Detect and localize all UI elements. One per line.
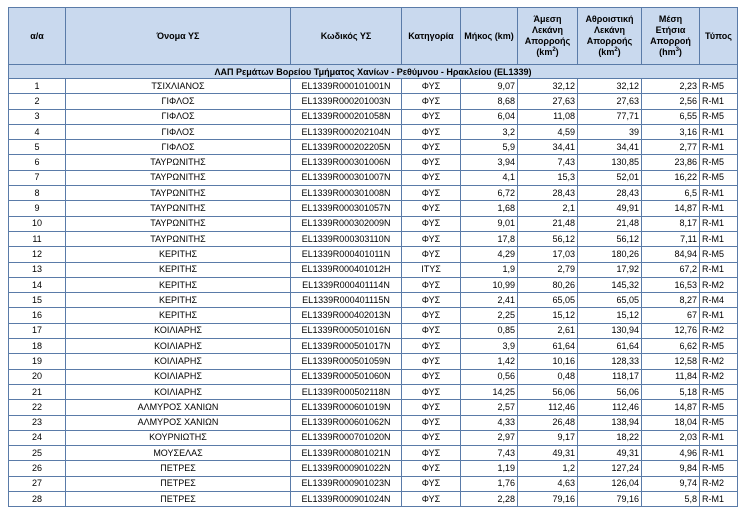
header-code: Κωδικός ΥΣ: [291, 8, 402, 65]
cell-direct-basin: 61,64: [518, 339, 578, 354]
cell-cumulative-basin: 128,33: [578, 354, 642, 369]
cell-cumulative-basin: 118,17: [578, 369, 642, 384]
cell-type: R-M1: [700, 262, 738, 277]
cell-name: ΚΕΡΙΤΗΣ: [66, 277, 291, 292]
table-row: [9, 415, 738, 430]
cell-category: ΦΥΣ: [402, 201, 461, 216]
cell-aa: 14: [9, 277, 66, 292]
cell-category: ΦΥΣ: [402, 369, 461, 384]
cell-mean-runoff: 9,74: [642, 476, 700, 491]
cell-aa: 11: [9, 231, 66, 246]
cell-code: EL1339R000901022N: [291, 461, 402, 476]
cell-code: EL1339R000401115N: [291, 293, 402, 308]
cell-code: EL1339R000401012H: [291, 262, 402, 277]
cell-length: 2,97: [461, 430, 518, 445]
table-row: [9, 247, 738, 262]
cell-code: EL1339R000302009N: [291, 216, 402, 231]
cell-name: ΚΕΡΙΤΗΣ: [66, 262, 291, 277]
cell-aa: 9: [9, 201, 66, 216]
cell-cumulative-basin: 180,26: [578, 247, 642, 262]
cell-category: ΦΥΣ: [402, 384, 461, 399]
cell-length: 10,99: [461, 277, 518, 292]
cell-aa: 6: [9, 155, 66, 170]
cell-category: ΦΥΣ: [402, 277, 461, 292]
cell-mean-runoff: 67,2: [642, 262, 700, 277]
cell-type: R-M5: [700, 400, 738, 415]
cell-code: EL1339R000502118N: [291, 384, 402, 399]
cell-category: ΦΥΣ: [402, 492, 461, 507]
cell-code: EL1339R000303110N: [291, 231, 402, 246]
cell-length: 6,04: [461, 109, 518, 124]
table-row: [9, 400, 738, 415]
cell-direct-basin: 9,17: [518, 430, 578, 445]
header-category: Κατηγορία: [402, 8, 461, 65]
cell-name: ΜΟΥΣΕΛΑΣ: [66, 446, 291, 461]
cell-cumulative-basin: 56,12: [578, 231, 642, 246]
header-length: Μήκος (km): [461, 8, 518, 65]
cell-name: ΚΕΡΙΤΗΣ: [66, 293, 291, 308]
cell-direct-basin: 56,06: [518, 384, 578, 399]
cell-length: 0,85: [461, 323, 518, 338]
cell-direct-basin: 112,46: [518, 400, 578, 415]
cell-category: ΦΥΣ: [402, 400, 461, 415]
cell-cumulative-basin: 138,94: [578, 415, 642, 430]
cell-length: 8,68: [461, 94, 518, 109]
cell-code: EL1339R000501017N: [291, 339, 402, 354]
cell-length: 3,2: [461, 124, 518, 139]
group-title: ΛΑΠ Ρεμάτων Βορείου Τμήματος Χανίων - Ρεθύμνου - Ηρακλείου (EL1339): [9, 65, 738, 79]
cell-name: ΠΕΤΡΕΣ: [66, 492, 291, 507]
cell-mean-runoff: 6,62: [642, 339, 700, 354]
cell-type: R-M1: [700, 430, 738, 445]
cell-cumulative-basin: 77,71: [578, 109, 642, 124]
cell-length: 2,28: [461, 492, 518, 507]
cell-cumulative-basin: 15,12: [578, 308, 642, 323]
cell-cumulative-basin: 27,63: [578, 94, 642, 109]
cell-aa: 8: [9, 186, 66, 201]
cell-mean-runoff: 14,87: [642, 201, 700, 216]
cell-length: 4,33: [461, 415, 518, 430]
cell-type: R-M2: [700, 354, 738, 369]
cell-name: ΤΑΥΡΩΝΙΤΗΣ: [66, 155, 291, 170]
table-row: [9, 476, 738, 491]
cell-direct-basin: 27,63: [518, 94, 578, 109]
cell-name: ΚΟΙΛΙΑΡΗΣ: [66, 339, 291, 354]
cell-direct-basin: 65,05: [518, 293, 578, 308]
cell-name: ΓΙΦΛΟΣ: [66, 94, 291, 109]
cell-type: R-M1: [700, 140, 738, 155]
table-row: [9, 79, 738, 94]
cell-cumulative-basin: 130,85: [578, 155, 642, 170]
cell-category: ΦΥΣ: [402, 216, 461, 231]
table-row: [9, 339, 738, 354]
cell-code: EL1339R000901024N: [291, 492, 402, 507]
table-row: [9, 354, 738, 369]
cell-length: 17,8: [461, 231, 518, 246]
water-bodies-table-container: [8, 7, 738, 507]
cell-aa: 18: [9, 339, 66, 354]
cell-cumulative-basin: 130,94: [578, 323, 642, 338]
cell-length: 1,19: [461, 461, 518, 476]
cell-name: ΤΑΥΡΩΝΙΤΗΣ: [66, 216, 291, 231]
cell-mean-runoff: 16,22: [642, 170, 700, 185]
cell-name: ΚΟΥΡΝΙΩΤΗΣ: [66, 430, 291, 445]
cell-cumulative-basin: 112,46: [578, 400, 642, 415]
cell-cumulative-basin: 21,48: [578, 216, 642, 231]
cell-direct-basin: 80,26: [518, 277, 578, 292]
cell-mean-runoff: 2,03: [642, 430, 700, 445]
cell-direct-basin: 2,1: [518, 201, 578, 216]
header-name: Όνομα ΥΣ: [66, 8, 291, 65]
cell-length: 1,76: [461, 476, 518, 491]
cell-category: ΦΥΣ: [402, 94, 461, 109]
cell-direct-basin: 79,16: [518, 492, 578, 507]
cell-mean-runoff: 5,8: [642, 492, 700, 507]
header-row: [9, 8, 738, 65]
cell-category: ΦΥΣ: [402, 247, 461, 262]
cell-length: 2,25: [461, 308, 518, 323]
cell-category: ΦΥΣ: [402, 155, 461, 170]
cell-length: 1,42: [461, 354, 518, 369]
cell-direct-basin: 11,08: [518, 109, 578, 124]
cell-name: ΓΙΦΛΟΣ: [66, 124, 291, 139]
cell-mean-runoff: 8,27: [642, 293, 700, 308]
header-type: Τύπος: [700, 8, 738, 65]
cell-code: EL1339R000401114N: [291, 277, 402, 292]
cell-type: R-M2: [700, 369, 738, 384]
cell-direct-basin: 4,63: [518, 476, 578, 491]
cell-aa: 5: [9, 140, 66, 155]
cell-cumulative-basin: 61,64: [578, 339, 642, 354]
cell-mean-runoff: 2,23: [642, 79, 700, 94]
cell-mean-runoff: 6,55: [642, 109, 700, 124]
cell-name: ΚΕΡΙΤΗΣ: [66, 308, 291, 323]
table-row: [9, 140, 738, 155]
table-row: [9, 94, 738, 109]
cell-code: EL1339R000402013N: [291, 308, 402, 323]
cell-aa: 13: [9, 262, 66, 277]
cell-type: R-M5: [700, 415, 738, 430]
cell-category: ΦΥΣ: [402, 461, 461, 476]
cell-name: ΚΟΙΛΙΑΡΗΣ: [66, 369, 291, 384]
cell-aa: 25: [9, 446, 66, 461]
cell-name: ΑΛΜΥΡΟΣ ΧΑΝΙΩΝ: [66, 415, 291, 430]
cell-direct-basin: 32,12: [518, 79, 578, 94]
cell-category: ΙΤΥΣ: [402, 262, 461, 277]
cell-direct-basin: 7,43: [518, 155, 578, 170]
water-bodies-table: [8, 7, 738, 507]
cell-direct-basin: 10,16: [518, 354, 578, 369]
cell-cumulative-basin: 126,04: [578, 476, 642, 491]
cell-code: EL1339R000501059N: [291, 354, 402, 369]
cell-cumulative-basin: 32,12: [578, 79, 642, 94]
cell-aa: 27: [9, 476, 66, 491]
cell-length: 9,01: [461, 216, 518, 231]
cell-direct-basin: 49,31: [518, 446, 578, 461]
cell-cumulative-basin: 49,91: [578, 201, 642, 216]
cell-type: R-M5: [700, 384, 738, 399]
cell-type: R-M2: [700, 476, 738, 491]
table-row: [9, 492, 738, 507]
cell-name: ΚΟΙΛΙΑΡΗΣ: [66, 354, 291, 369]
cell-type: R-M5: [700, 79, 738, 94]
cell-type: R-M1: [700, 308, 738, 323]
table-row: [9, 124, 738, 139]
cell-code: EL1339R000202205N: [291, 140, 402, 155]
cell-direct-basin: 2,61: [518, 323, 578, 338]
cell-cumulative-basin: 79,16: [578, 492, 642, 507]
cell-cumulative-basin: 28,43: [578, 186, 642, 201]
cell-mean-runoff: 67: [642, 308, 700, 323]
cell-aa: 28: [9, 492, 66, 507]
cell-direct-basin: 15,3: [518, 170, 578, 185]
cell-mean-runoff: 8,17: [642, 216, 700, 231]
cell-type: R-M5: [700, 170, 738, 185]
cell-aa: 24: [9, 430, 66, 445]
cell-length: 2,57: [461, 400, 518, 415]
cell-mean-runoff: 12,58: [642, 354, 700, 369]
cell-type: R-M5: [700, 461, 738, 476]
cell-category: ΦΥΣ: [402, 354, 461, 369]
cell-mean-runoff: 2,77: [642, 140, 700, 155]
cell-cumulative-basin: 49,31: [578, 446, 642, 461]
table-row: [9, 430, 738, 445]
cell-mean-runoff: 12,76: [642, 323, 700, 338]
cell-cumulative-basin: 39: [578, 124, 642, 139]
header-cumulative-basin: Αθροιστική Λεκάνη Απορροής $(km^2)$: [578, 8, 642, 65]
cell-mean-runoff: 84,94: [642, 247, 700, 262]
cell-aa: 7: [9, 170, 66, 185]
cell-code: EL1339R000301057N: [291, 201, 402, 216]
cell-direct-basin: 1,2: [518, 461, 578, 476]
cell-mean-runoff: 6,5: [642, 186, 700, 201]
table-row: [9, 109, 738, 124]
cell-code: EL1339R000901023N: [291, 476, 402, 491]
cell-category: ΦΥΣ: [402, 124, 461, 139]
cell-name: ΓΙΦΛΟΣ: [66, 109, 291, 124]
cell-aa: 19: [9, 354, 66, 369]
cell-cumulative-basin: 17,92: [578, 262, 642, 277]
table-row: [9, 170, 738, 185]
cell-type: R-M5: [700, 339, 738, 354]
cell-code: EL1339R000201058N: [291, 109, 402, 124]
cell-mean-runoff: 2,56: [642, 94, 700, 109]
cell-type: R-M1: [700, 216, 738, 231]
cell-aa: 16: [9, 308, 66, 323]
cell-name: ΠΕΤΡΕΣ: [66, 461, 291, 476]
cell-direct-basin: 21,48: [518, 216, 578, 231]
cell-aa: 17: [9, 323, 66, 338]
cell-aa: 10: [9, 216, 66, 231]
cell-mean-runoff: 3,16: [642, 124, 700, 139]
cell-aa: 2: [9, 94, 66, 109]
table-row: [9, 308, 738, 323]
cell-mean-runoff: 16,53: [642, 277, 700, 292]
cell-mean-runoff: 14,87: [642, 400, 700, 415]
cell-direct-basin: 0,48: [518, 369, 578, 384]
cell-aa: 23: [9, 415, 66, 430]
table-row: [9, 461, 738, 476]
cell-name: ΑΛΜΥΡΟΣ ΧΑΝΙΩΝ: [66, 400, 291, 415]
cell-code: EL1339R000101001N: [291, 79, 402, 94]
cell-direct-basin: 34,41: [518, 140, 578, 155]
cell-aa: 4: [9, 124, 66, 139]
cell-cumulative-basin: 145,32: [578, 277, 642, 292]
cell-direct-basin: 2,79: [518, 262, 578, 277]
cell-cumulative-basin: 52,01: [578, 170, 642, 185]
cell-aa: 15: [9, 293, 66, 308]
table-row: [9, 262, 738, 277]
cell-category: ΦΥΣ: [402, 339, 461, 354]
cell-category: ΦΥΣ: [402, 415, 461, 430]
cell-aa: 26: [9, 461, 66, 476]
cell-cumulative-basin: 127,24: [578, 461, 642, 476]
cell-category: ΦΥΣ: [402, 293, 461, 308]
cell-name: ΤΑΥΡΩΝΙΤΗΣ: [66, 201, 291, 216]
table-row: [9, 446, 738, 461]
table-row: [9, 216, 738, 231]
cell-name: ΚΕΡΙΤΗΣ: [66, 247, 291, 262]
cell-category: ΦΥΣ: [402, 140, 461, 155]
cell-name: ΠΕΤΡΕΣ: [66, 476, 291, 491]
cell-code: EL1339R000601062N: [291, 415, 402, 430]
cell-code: EL1339R000202104N: [291, 124, 402, 139]
cell-direct-basin: 26,48: [518, 415, 578, 430]
cell-category: ΦΥΣ: [402, 476, 461, 491]
cell-category: ΦΥΣ: [402, 170, 461, 185]
table-row: [9, 155, 738, 170]
table-row: [9, 277, 738, 292]
cell-type: R-M1: [700, 492, 738, 507]
cell-category: ΦΥΣ: [402, 231, 461, 246]
cell-mean-runoff: 9,84: [642, 461, 700, 476]
cell-code: EL1339R000801021N: [291, 446, 402, 461]
cell-type: R-M5: [700, 247, 738, 262]
cell-name: ΤΣΙΧΛΙΑΝΟΣ: [66, 79, 291, 94]
cell-type: R-M1: [700, 124, 738, 139]
cell-type: R-M1: [700, 186, 738, 201]
cell-aa: 22: [9, 400, 66, 415]
cell-direct-basin: 17,03: [518, 247, 578, 262]
cell-cumulative-basin: 34,41: [578, 140, 642, 155]
cell-length: 0,56: [461, 369, 518, 384]
cell-type: R-M4: [700, 293, 738, 308]
cell-mean-runoff: 7,11: [642, 231, 700, 246]
cell-mean-runoff: 11,84: [642, 369, 700, 384]
cell-direct-basin: 15,12: [518, 308, 578, 323]
cell-mean-runoff: 18,04: [642, 415, 700, 430]
cell-cumulative-basin: 65,05: [578, 293, 642, 308]
cell-name: ΤΑΥΡΩΝΙΤΗΣ: [66, 231, 291, 246]
cell-length: 5,9: [461, 140, 518, 155]
cell-type: R-M2: [700, 323, 738, 338]
cell-mean-runoff: 5,18: [642, 384, 700, 399]
header-aa: α/α: [9, 8, 66, 65]
table-row: [9, 231, 738, 246]
cell-category: ΦΥΣ: [402, 186, 461, 201]
cell-code: EL1339R000301008N: [291, 186, 402, 201]
cell-cumulative-basin: 56,06: [578, 384, 642, 399]
cell-code: EL1339R000301007N: [291, 170, 402, 185]
cell-name: ΚΟΙΛΙΑΡΗΣ: [66, 323, 291, 338]
cell-aa: 3: [9, 109, 66, 124]
cell-category: ΦΥΣ: [402, 430, 461, 445]
cell-name: ΚΟΙΛΙΑΡΗΣ: [66, 384, 291, 399]
cell-code: EL1339R000301006N: [291, 155, 402, 170]
cell-mean-runoff: 23,86: [642, 155, 700, 170]
table-row: [9, 186, 738, 201]
cell-code: EL1339R000501016N: [291, 323, 402, 338]
cell-category: ΦΥΣ: [402, 109, 461, 124]
cell-code: EL1339R000601019N: [291, 400, 402, 415]
cell-cumulative-basin: 18,22: [578, 430, 642, 445]
cell-length: 9,07: [461, 79, 518, 94]
cell-name: ΤΑΥΡΩΝΙΤΗΣ: [66, 186, 291, 201]
table-row: [9, 323, 738, 338]
cell-aa: 12: [9, 247, 66, 262]
cell-type: R-M1: [700, 201, 738, 216]
cell-category: ΦΥΣ: [402, 79, 461, 94]
cell-length: 4,1: [461, 170, 518, 185]
cell-aa: 1: [9, 79, 66, 94]
cell-length: 14,25: [461, 384, 518, 399]
table-row: [9, 293, 738, 308]
cell-direct-basin: 28,43: [518, 186, 578, 201]
cell-code: EL1339R000201003N: [291, 94, 402, 109]
cell-type: R-M5: [700, 109, 738, 124]
cell-direct-basin: 4,59: [518, 124, 578, 139]
cell-type: R-M2: [700, 277, 738, 292]
cell-length: 1,68: [461, 201, 518, 216]
cell-length: 2,41: [461, 293, 518, 308]
header-mean-runoff: Μέση Ετήσια Απορροή $(hm^3)$: [642, 8, 700, 65]
cell-category: ΦΥΣ: [402, 446, 461, 461]
cell-category: ΦΥΣ: [402, 308, 461, 323]
group-title-row: [9, 65, 738, 79]
cell-length: 1,9: [461, 262, 518, 277]
cell-type: R-M1: [700, 446, 738, 461]
cell-aa: 21: [9, 384, 66, 399]
cell-category: ΦΥΣ: [402, 323, 461, 338]
cell-code: EL1339R000501060N: [291, 369, 402, 384]
table-row: [9, 201, 738, 216]
cell-name: ΤΑΥΡΩΝΙΤΗΣ: [66, 170, 291, 185]
cell-type: R-M1: [700, 94, 738, 109]
table-row: [9, 384, 738, 399]
table-body: [9, 65, 738, 507]
cell-type: R-M1: [700, 231, 738, 246]
cell-length: 4,29: [461, 247, 518, 262]
cell-direct-basin: 56,12: [518, 231, 578, 246]
cell-length: 7,43: [461, 446, 518, 461]
table-row: [9, 369, 738, 384]
cell-name: ΓΙΦΛΟΣ: [66, 140, 291, 155]
cell-length: 3,9: [461, 339, 518, 354]
cell-type: R-M5: [700, 155, 738, 170]
cell-length: 3,94: [461, 155, 518, 170]
cell-code: EL1339R000701020N: [291, 430, 402, 445]
cell-length: 6,72: [461, 186, 518, 201]
header-direct-basin: Άμεση Λεκάνη Απορροής $(km^2)$: [518, 8, 578, 65]
cell-code: EL1339R000401011N: [291, 247, 402, 262]
cell-aa: 20: [9, 369, 66, 384]
cell-mean-runoff: 4,96: [642, 446, 700, 461]
